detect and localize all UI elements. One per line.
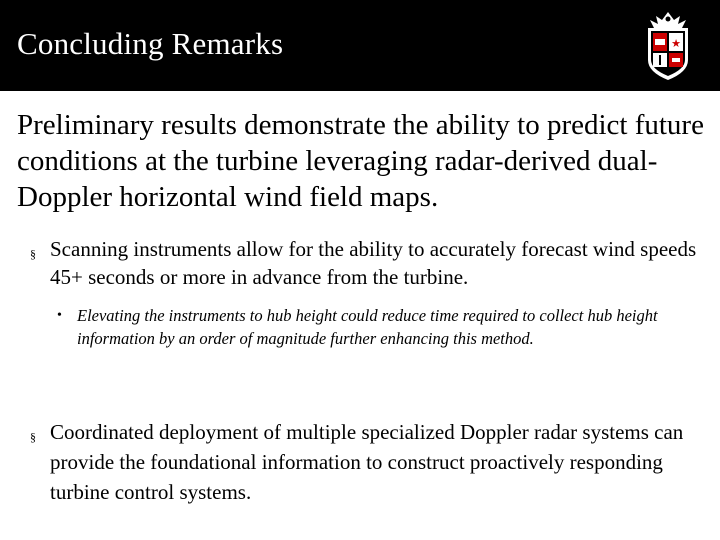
title-bar xyxy=(0,0,720,91)
lead-paragraph: Preliminary results demonstrate the ability to predict future conditions at the turbine leveraging radar-derived dual-Doppler horizontal wind field maps. xyxy=(17,109,704,213)
university-crest-icon xyxy=(638,10,698,82)
sub-bullet-marker: • xyxy=(57,308,62,323)
bullet-item xyxy=(30,235,710,291)
bullet-item xyxy=(30,417,710,507)
bullet-marker: § xyxy=(30,430,36,444)
slide-title: Concluding Remarks xyxy=(17,26,284,61)
sub-bullet-text: Elevating the instruments to hub height could reduce time required to collect hub height information by an order of magnitude further enhancing this method. xyxy=(77,306,658,348)
bullet-text: Scanning instruments allow for the ability to accurately forecast wind speeds 45+ seconds or more in advance from the turbine. xyxy=(50,237,697,289)
sub-bullet-item xyxy=(57,304,707,350)
bullet-text: Coordinated deployment of multiple specialized Doppler radar systems can provide the foundational information to construct proactively responding turbine control systems. xyxy=(50,420,684,504)
bullet-marker: § xyxy=(30,247,36,261)
svg-text:★: ★ xyxy=(671,38,681,50)
